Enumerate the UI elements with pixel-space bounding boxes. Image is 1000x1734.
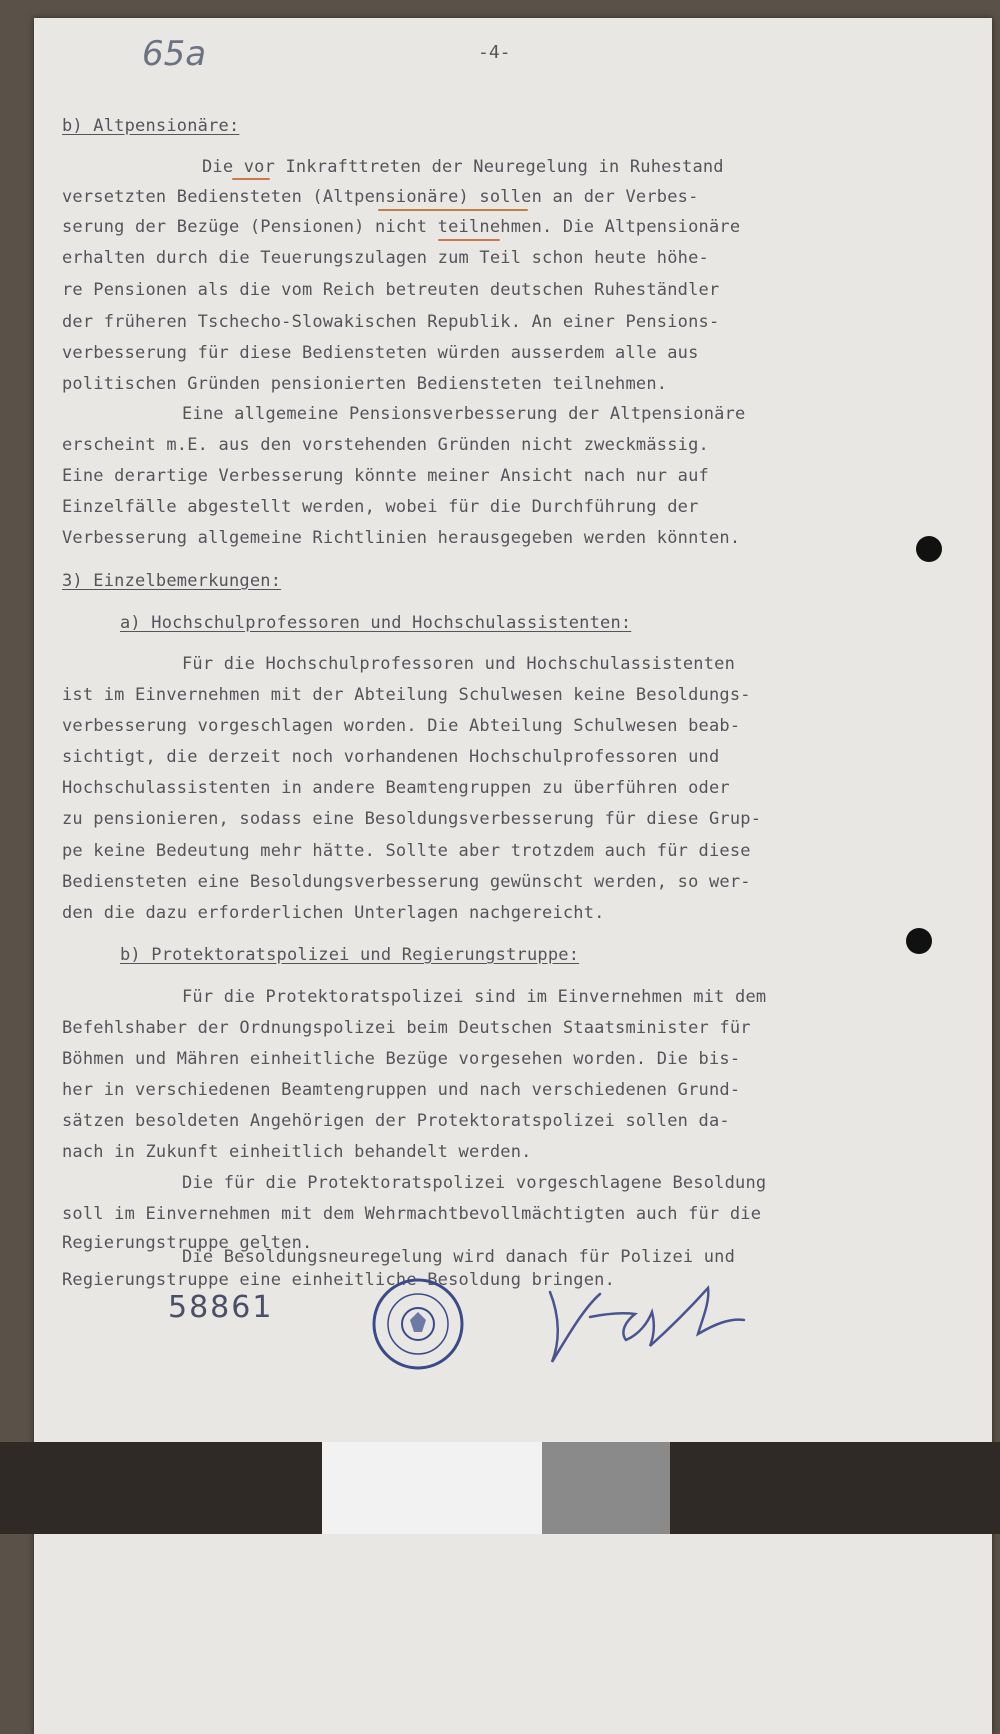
para2-line: Eine derartige Verbesserung könnte meiner Ansicht nach nur auf (62, 466, 709, 486)
para3-line: ist im Einvernehmen mit der Abteilung Schulwesen keine Besoldungs- (62, 685, 751, 705)
para3-line: Bediensteten eine Besoldungsverbesserung gewünscht werden, so wer- (62, 872, 751, 892)
archive-number: 58861 (168, 1290, 274, 1325)
para3-line: den die dazu erforderlichen Unterlagen nachgereicht. (62, 903, 605, 923)
punch-hole-icon (916, 536, 942, 562)
red-underline-mark (438, 239, 500, 241)
para3-line: pe keine Bedeutung mehr hätte. Sollte aber trotzdem auch für diese (62, 841, 751, 861)
folio-number: 65a (142, 34, 207, 74)
para1-line: Die vor Inkrafttreten der Neuregelung in Ruhestand (202, 157, 724, 177)
para2-line: erscheint m.E. aus den vorstehenden Gründen nicht zweckmässig. (62, 435, 709, 455)
heading-hochschul: a) Hochschulprofessoren und Hochschulassistenten: (120, 613, 632, 633)
para1-line: versetzten Bediensteten (Altpensionäre) sollen an der Verbes- (62, 187, 699, 207)
para4-line: Befehlshaber der Ordnungspolizei beim Deutschen Staatsminister für (62, 1018, 751, 1038)
para5-line: soll im Einvernehmen mit dem Wehrmachtbevollmächtigten auch für die (62, 1204, 762, 1224)
handwritten-signature-icon (530, 1262, 770, 1372)
para1-line: serung der Bezüge (Pensionen) nicht teilnehmen. Die Altpensionäre (62, 217, 741, 237)
para1-line: re Pensionen als die vom Reich betreuten deutschen Ruheständler (62, 280, 720, 300)
red-underline-mark (232, 178, 270, 180)
para1-line: der früheren Tschecho-Slowakischen Republik. An einer Pensions- (62, 312, 720, 332)
para1-line: erhalten durch die Teuerungszulagen zum Teil schon heute höhe- (62, 248, 709, 268)
punch-hole-icon (906, 928, 932, 954)
red-underline-mark (378, 209, 528, 211)
para4-line: Böhmen und Mähren einheitliche Bezüge vorgesehen worden. Die bis- (62, 1049, 741, 1069)
heading-protektoratspolizei: b) Protektoratspolizei und Regierungstruppe: (120, 945, 580, 965)
para2-line: Verbesserung allgemeine Richtlinien herausgegeben werden könnten. (62, 528, 741, 548)
para3-line: sichtigt, die derzeit noch vorhandenen Hochschulprofessoren und (62, 747, 720, 767)
para5-line: Regierungstruppe gelten. (62, 1233, 313, 1253)
para4-line: Für die Protektoratspolizei sind im Einvernehmen mit dem (182, 987, 767, 1007)
page-number: -4- (478, 42, 511, 63)
para6-line: Die Besoldungsneuregelung wird danach für Polizei und (182, 1247, 736, 1267)
para3-line: Für die Hochschulprofessoren und Hochschulassistenten (182, 654, 736, 674)
para6-line: Regierungstruppe eine einheitliche Besoldung bringen. (62, 1270, 616, 1290)
heading-altpensionaere: b) Altpensionäre: (62, 116, 240, 136)
heading-einzelbemerkungen: 3) Einzelbemerkungen: (62, 571, 282, 591)
calibration-white-patch (322, 1442, 542, 1534)
para2-line: Einzelfälle abgestellt werden, wobei für die Durchführung der (62, 497, 699, 517)
para2-line: Eine allgemeine Pensionsverbesserung der Altpensionäre (182, 404, 746, 424)
archive-stamp-icon (370, 1276, 466, 1372)
para1-line: politischen Gründen pensionierten Bediensteten teilnehmen. (62, 374, 668, 394)
para3-line: zu pensionieren, sodass eine Besoldungsverbesserung für diese Grup- (62, 809, 762, 829)
para4-line: her in verschiedenen Beamtengruppen und nach verschiedenen Grund- (62, 1080, 741, 1100)
para3-line: Hochschulassistenten in andere Beamtengruppen zu überführen oder (62, 778, 730, 798)
para4-line: nach in Zukunft einheitlich behandelt werden. (62, 1142, 532, 1162)
para4-line: sätzen besoldeten Angehörigen der Protektoratspolizei sollen da- (62, 1111, 730, 1131)
para3-line: verbesserung vorgeschlagen worden. Die Abteilung Schulwesen beab- (62, 716, 741, 736)
calibration-grey-patch (542, 1442, 670, 1534)
para5-line: Die für die Protektoratspolizei vorgeschlagene Besoldung (182, 1173, 767, 1193)
para1-line: verbesserung für diese Bediensteten würden ausserdem alle aus (62, 343, 699, 363)
